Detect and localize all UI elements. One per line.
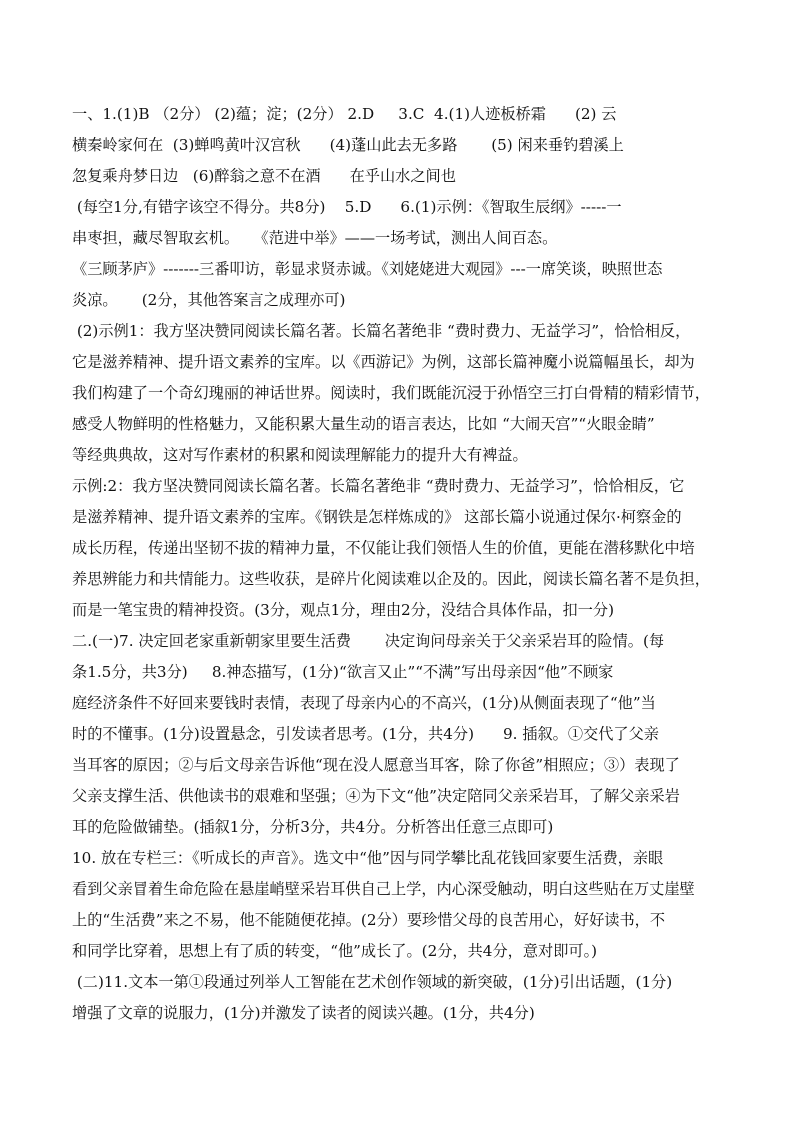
text-line: 成长历程，传递出坚韧不拔的精神力量，不仅能让我们领悟人生的价值，更能在潜移默化中培 — [72, 539, 695, 557]
text-line: 庭经济条件不好回来要钱时表情，表现了母亲内心的不高兴，(1分)从侧面表现了“他”当 — [72, 694, 656, 712]
text-line: 而是一笔宝贵的精神投资。(3分，观点1分，理由2分，没结合具体作品，扣一分) — [72, 601, 615, 619]
text-line: 当耳客的原因；②与后文母亲告诉他“现在没人愿意当耳客，除了你爸”相照应；③）表现了 — [72, 756, 680, 774]
text-line: 父亲支撑生活、供他读书的艰难和坚强；④为下文“他”决定陪同父亲采岩耳，了解父亲采岩 — [72, 787, 680, 805]
text-line: 感受人物鲜明的性格魅力，又能积累大量生动的语言表达，比如 “大闹天宫”“火眼金睛” — [72, 415, 655, 433]
text-line: 《三顾茅庐》-------三番叩访，彰显求贤赤诚。《刘姥姥进大观园》---一席笑谈，映照世态 — [72, 260, 663, 278]
text-line: (二)11.文本一第①段通过列举人工智能在艺术创作领域的新突破，(1分)引出话题，(1分) — [72, 973, 673, 991]
text-line: 增强了文章的说服力，(1分)并激发了读者的阅读兴趣。(1分，共4分) — [72, 1004, 535, 1022]
text-line: 上的“生活费”来之不易，他不能随便花掉。(2分）要珍惜父母的良苦用心，好好读书，不 — [72, 911, 666, 929]
text-line: 时的不懂事。(1分)设置悬念，引发读者思考。(1分，共4分) 9. 插叙。①交代了父亲 — [72, 725, 659, 743]
text-line: 耳的危险做铺垫。(插叙1分，分析3分，共4分。分析答出任意三点即可) — [72, 818, 554, 836]
text-line: 养思辨能力和共情能力。这些收获，是碎片化阅读难以企及的。因此，阅读长篇名著不是负担， — [72, 570, 710, 588]
text-line: (每空1分,有错字该空不得分。共8分) 5.D 6.(1)示例：《智取生辰纲》-----一 — [72, 198, 622, 216]
text-line: 炎凉。 (2分，其他答案言之成理亦可) — [72, 291, 346, 309]
text-line: 它是滋养精神、提升语文素养的宝库。以《西游记》为例，这部长篇神魔小说篇幅虽长，却为 — [72, 353, 695, 371]
text-line: 等经典典故，这对写作素材的积累和阅读理解能力的提升大有裨益。 — [72, 446, 528, 464]
text-line: 我们构建了一个奇幻瑰丽的神话世界。阅读时，我们既能沉浸于孙悟空三打白骨精的精彩情节， — [72, 384, 710, 402]
text-line: 横秦岭家何在 (3)蝉鸣黄叶汉宫秋 (4)蓬山此去无多路 (5) 闲来垂钓碧溪上 — [72, 136, 624, 154]
text-line: 是滋养精神、提升语文素养的宝库。《钢铁是怎样炼成的》 这部长篇小说通过保尔·柯察金的 — [72, 508, 682, 526]
text-line: 条1.5分，共3分) 8.神态描写，(1分)“欲言又止”“不满”写出母亲因“他”不顾家 — [72, 663, 614, 681]
answer-key-text — [72, 99, 726, 1029]
text-line: 10. 放在专栏三：《听成长的声音》。选文中“他”因与同学攀比乱花钱回家要生活费，亲眼 — [72, 849, 664, 867]
text-line: 串枣担，藏尽智取玄机。 《范进中举》——一场考试，测出人间百态。 — [72, 229, 558, 247]
text-line: 一、1.(1)B （2分） (2)蕴；淀；(2分） 2.D 3.C 4.(1)人迹板桥霜 (2) 云 — [72, 105, 617, 123]
text-line: 忽复乘舟梦日边 (6)醉翁之意不在酒 在乎山水之间也 — [72, 167, 456, 185]
text-line: 看到父亲冒着生命危险在悬崖峭壁采岩耳供自己上学，内心深受触动，明白这些贴在万丈崖壁 — [72, 880, 695, 898]
text-line: 示例:2：我方坚决赞同阅读长篇名著。长篇名著绝非 “费时费力、无益学习”，恰恰相反，它 — [72, 477, 685, 495]
text-line: 和同学比穿着，思想上有了质的转变，“他”成长了。(2分，共4分，意对即可。) — [72, 942, 598, 960]
text-line: (2)示例1：我方坚决赞同阅读长篇名著。长篇名著绝非 “费时费力、无益学习”，恰恰相反， — [72, 322, 691, 340]
text-line: 二.(一)7. 决定回老家重新朝家里要生活费 决定询问母亲关于父亲采岩耳的险情。(每 — [72, 632, 665, 650]
